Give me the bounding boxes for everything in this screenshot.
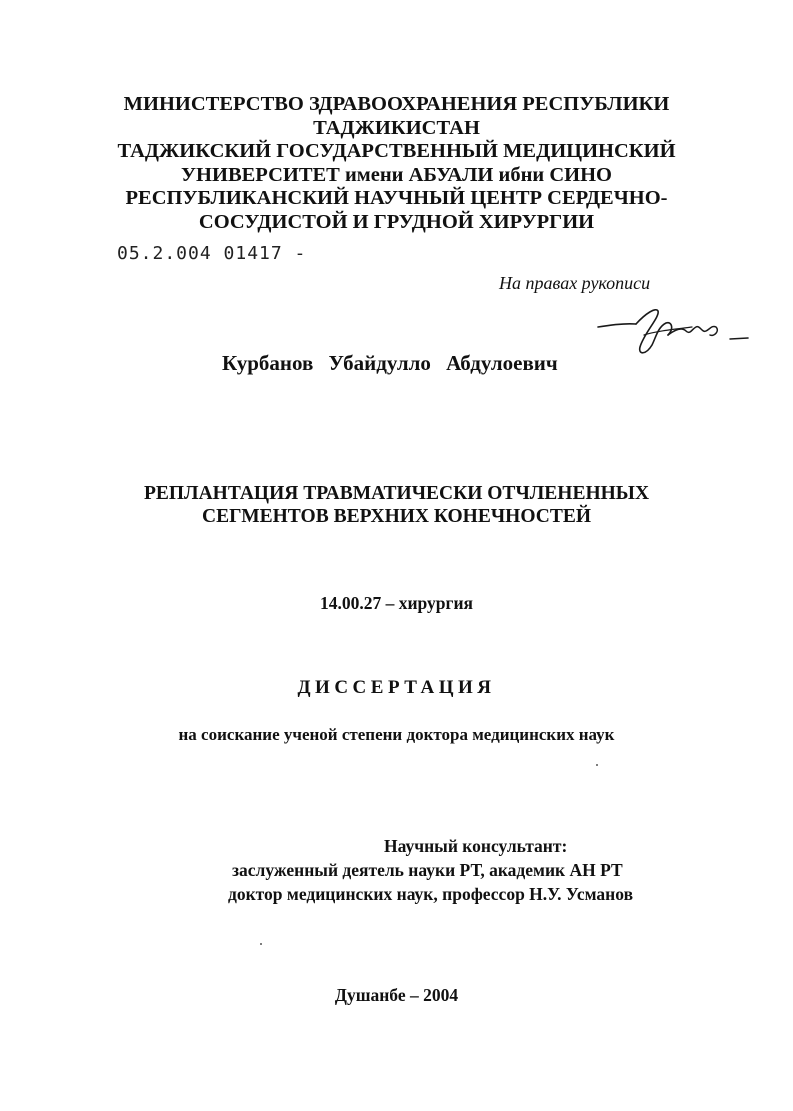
registration-stamp-code: 05.2.004 01417 - (117, 243, 307, 264)
title-line: РЕПЛАНТАЦИЯ ТРАВМАТИЧЕСКИ ОТЧЛЕНЕННЫХ (143, 483, 650, 504)
institution-header (0, 93, 793, 234)
scan-speck (596, 764, 598, 766)
consultant-name-line: доктор медицинских наук, профессор Н.У. Усманов (228, 884, 634, 904)
header-line: СОСУДИСТОЙ И ГРУДНОЙ ХИРУРГИИ (198, 210, 595, 233)
rights-note: На правах рукописи (499, 273, 651, 293)
consultant-title-line: заслуженный деятель науки РТ, академик АН РТ (232, 860, 623, 880)
title-line: СЕГМЕНТОВ ВЕРХНИХ КОНЕЧНОСТЕЙ (201, 506, 592, 527)
degree-statement: на соискание ученой степени доктора медицинских наук (178, 725, 615, 744)
scan-speck (260, 943, 262, 945)
handwritten-signature (596, 305, 756, 365)
specialty-code: 14.00.27 – хирургия (319, 593, 474, 613)
header-line: ТАДЖИКСКИЙ ГОСУДАРСТВЕННЫЙ МЕДИЦИНСКИЙ (117, 140, 676, 162)
dissertation-title (0, 482, 793, 528)
header-line: РЕСПУБЛИКАНСКИЙ НАУЧНЫЙ ЦЕНТР СЕРДЕЧНО- (125, 187, 668, 209)
document-type: ДИССЕРТАЦИЯ (297, 677, 496, 698)
consultant-label: Научный консультант: (384, 836, 568, 856)
city-and-year: Душанбе – 2004 (334, 985, 459, 1005)
author-name: Курбанов Убайдулло Абдулоевич (222, 351, 558, 375)
header-line: МИНИСТЕРСТВО ЗДРАВООХРАНЕНИЯ РЕСПУБЛИКИ (123, 93, 670, 115)
header-line: УНИВЕРСИТЕТ имени АБУАЛИ ибни СИНО (181, 163, 612, 186)
header-line: ТАДЖИКИСТАН (313, 116, 480, 139)
